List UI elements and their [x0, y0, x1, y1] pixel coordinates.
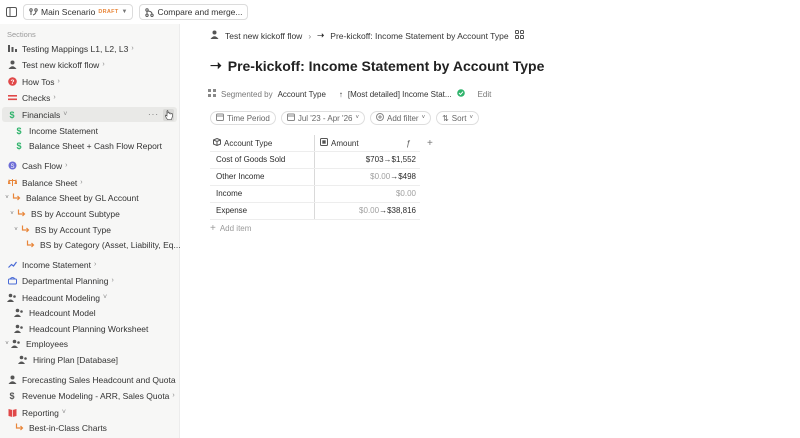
sidebar-toggle-icon[interactable]	[6, 6, 17, 18]
arrow-right-icon: ➝	[210, 57, 222, 73]
sidebar-item-label: Income Statement	[29, 125, 98, 136]
grid-icon[interactable]	[515, 30, 524, 41]
people-icon	[11, 339, 21, 349]
department-icon	[7, 276, 17, 286]
chevron-down-icon: ˅	[61, 409, 66, 416]
add-column-icon[interactable]: +	[427, 137, 433, 149]
column-header-label: Account Type	[224, 138, 273, 148]
sidebar-item-label: Checks	[22, 92, 51, 103]
detail-level-label[interactable]: [Most detailed] Income Stat...	[347, 89, 452, 99]
sidebar-item-test-kickoff[interactable]	[0, 57, 180, 72]
sidebar-item-label: Balance Sheet	[22, 177, 78, 188]
formula-icon[interactable]: ƒ	[406, 138, 411, 148]
sidebar-item-label: Headcount Planning Worksheet	[29, 323, 149, 334]
chevron-right-icon: ›	[102, 61, 105, 68]
sidebar-item-bs-by-subtype[interactable]	[0, 206, 180, 221]
sidebar-item-testing-mappings[interactable]	[0, 41, 180, 56]
sidebar-item-bs-by-type[interactable]	[0, 222, 180, 237]
column-header-label: Amount	[331, 138, 359, 148]
arrow-right-icon: →	[383, 155, 392, 164]
merge-icon	[145, 8, 154, 17]
calendar-icon	[216, 113, 224, 123]
add-item-label: Add item	[219, 224, 252, 233]
subitem-arrow-icon	[11, 193, 21, 203]
sidebar-item-label: Employees	[26, 338, 69, 349]
column-header-amount[interactable]	[320, 135, 420, 151]
sidebar-item-best-charts[interactable]	[0, 420, 180, 435]
number-column-icon	[320, 138, 328, 148]
amount-to: $1,552	[391, 155, 416, 164]
page-title-text: Pre-kickoff: Income Statement by Account Type	[227, 57, 545, 74]
people-icon	[14, 308, 24, 318]
arrow-right-icon: ➝	[317, 30, 325, 40]
people-icon	[14, 324, 24, 334]
chevron-down-icon: ˅	[102, 294, 108, 301]
sidebar-item-income-statement-section[interactable]	[0, 257, 180, 272]
calendar-icon	[287, 113, 295, 123]
table-row-label[interactable]: Cost of Goods Sold	[216, 155, 286, 164]
chevron-right-icon: ›	[53, 94, 56, 101]
filter-plus-icon	[376, 113, 384, 123]
breadcrumb-current[interactable]: Pre-kickoff: Income Statement by Account Type	[330, 30, 509, 41]
dollar-icon: $	[16, 140, 22, 151]
sidebar-item-label: Testing Mappings L1, L2, L3	[22, 43, 129, 54]
sort-button[interactable]	[436, 111, 479, 125]
chevron-down-icon: ˅	[469, 115, 473, 121]
sidebar	[0, 24, 180, 438]
branch-icon	[29, 8, 38, 17]
sidebar-item-revenue-modeling[interactable]	[0, 388, 180, 403]
dollar-icon: $	[16, 125, 22, 136]
table-row-label[interactable]: Other Income	[216, 172, 265, 181]
sidebar-item-balance-sheet[interactable]	[0, 175, 180, 190]
sort-label: Sort	[451, 113, 467, 123]
chevron-down-icon[interactable]: ˅	[14, 226, 18, 233]
add-item-button[interactable]	[210, 223, 251, 234]
sidebar-item-label: Headcount Model	[29, 307, 96, 318]
people-icon	[18, 355, 28, 365]
balance-icon	[7, 178, 17, 188]
sidebar-item-departmental-planning[interactable]	[0, 273, 180, 288]
chevron-right-icon: ›	[93, 261, 97, 268]
table-row-amount[interactable]	[320, 151, 416, 168]
chevron-right-icon: ›	[65, 162, 68, 169]
arrow-up-icon: ↑	[338, 89, 343, 99]
sidebar-item-how-tos[interactable]	[0, 74, 180, 89]
hierarchy-icon	[7, 44, 17, 54]
breadcrumb-parent[interactable]: Test new kickoff flow	[225, 30, 303, 41]
trend-icon	[7, 260, 17, 270]
column-divider	[314, 135, 315, 219]
segmented-by-label: Segmented by	[221, 89, 273, 99]
check-circle-icon	[457, 89, 465, 99]
sidebar-item-label: Forecasting Sales Headcount and Quota	[22, 374, 176, 385]
amount-to: $38,816	[387, 206, 416, 215]
scenario-selector[interactable]	[23, 4, 133, 20]
amount-from: $703	[365, 155, 384, 164]
top-bar	[0, 0, 243, 24]
sidebar-item-income-statement[interactable]	[0, 123, 180, 138]
chevron-down-icon[interactable]: ˅	[10, 210, 14, 217]
segmented-by-value[interactable]: Account Type	[277, 89, 326, 99]
chevron-down-icon[interactable]: ˅	[5, 340, 9, 347]
hand-cursor-icon	[163, 109, 174, 121]
add-filter-label: Add filter	[386, 113, 419, 123]
sidebar-item-label: How Tos	[22, 76, 55, 87]
row-divider	[210, 219, 420, 220]
person-icon	[210, 30, 219, 41]
sidebar-item-headcount-model[interactable]	[0, 305, 180, 320]
chevron-down-icon: ▼	[121, 9, 128, 15]
sidebar-item-label: Income Statement	[22, 259, 91, 270]
cashflow-icon	[7, 161, 17, 171]
main-content	[181, 0, 800, 438]
segment-icon	[208, 89, 216, 99]
plus-icon: +	[210, 223, 216, 234]
compare-label: Compare and merge...	[157, 7, 243, 17]
sidebar-item-label: Best-in-Class Charts	[29, 422, 107, 433]
sort-icon: ⇅	[442, 113, 449, 123]
sidebar-item-label: Hiring Plan [Database]	[33, 354, 119, 365]
scenario-label: Main Scenario	[41, 7, 96, 17]
add-filter-button[interactable]	[370, 111, 431, 125]
people-icon	[7, 293, 17, 303]
chevron-down-icon[interactable]: ˅	[5, 194, 9, 201]
chevron-down-icon: ˅	[355, 115, 359, 121]
sidebar-item-label: Departmental Planning	[22, 275, 109, 286]
subitem-arrow-icon	[20, 225, 30, 235]
sidebar-item-label: BS by Account Type	[35, 224, 111, 235]
sidebar-item-financials[interactable]	[2, 107, 177, 122]
table-row-label[interactable]: Income	[216, 189, 243, 198]
column-header-account-type[interactable]	[213, 135, 313, 151]
sidebar-item-forecasting-sales[interactable]	[0, 372, 180, 387]
sidebar-item-bs-by-gl[interactable]	[0, 190, 180, 205]
chevron-down-icon: ˅	[421, 115, 426, 121]
time-period-label: Time Period	[227, 113, 270, 123]
time-period-filter[interactable]	[210, 111, 276, 125]
sidebar-item-label: Reporting	[22, 407, 59, 418]
table-row-amount[interactable]	[320, 185, 416, 202]
arrow-right-icon: →	[390, 172, 399, 181]
amount-to: $0.00	[395, 189, 416, 198]
sidebar-item-label: BS by Category (Asset, Liability, Eq...	[40, 239, 181, 250]
svg-text:?: ?	[10, 79, 14, 86]
date-range-filter[interactable]	[281, 111, 365, 125]
chevron-right-icon: ›	[131, 45, 134, 52]
svg-text:S: S	[9, 163, 15, 170]
segmentation-bar	[208, 89, 491, 99]
sidebar-item-hiring-plan[interactable]	[0, 352, 180, 367]
subitem-arrow-icon	[25, 240, 35, 250]
amount-from: $0.00	[359, 206, 380, 215]
breadcrumb-separator: ›	[308, 30, 312, 41]
sidebar-item-label: Headcount Modeling	[22, 292, 100, 303]
sidebar-item-label: Revenue Modeling - ARR, Sales Quota	[22, 390, 170, 401]
breadcrumb	[210, 30, 524, 41]
sidebar-item-reporting[interactable]	[0, 405, 180, 420]
sidebar-item-employees[interactable]	[0, 336, 180, 351]
more-options-icon[interactable]: ···	[148, 110, 159, 119]
reporting-icon	[7, 408, 17, 418]
sidebar-item-label: Financials	[22, 109, 61, 120]
chevron-right-icon: ›	[80, 179, 83, 186]
sidebar-item-label: Balance Sheet + Cash Flow Report	[29, 140, 163, 151]
chevron-down-icon: ˅	[63, 111, 68, 118]
sidebar-item-cash-flow[interactable]	[0, 158, 180, 173]
sidebar-item-label: BS by Account Subtype	[31, 208, 120, 219]
sidebar-item-headcount-modeling[interactable]	[0, 290, 180, 305]
edit-link[interactable]: Edit	[477, 89, 492, 99]
amount-from: $0.00	[370, 172, 391, 181]
chevron-right-icon: ›	[57, 78, 60, 85]
sidebar-item-checks[interactable]	[0, 90, 180, 105]
draft-badge: DRAFT	[98, 9, 119, 15]
sidebar-item-headcount-worksheet[interactable]	[0, 321, 180, 336]
dollar-icon: $	[9, 109, 15, 120]
table-row-amount[interactable]	[320, 202, 416, 219]
amount-to: $498	[398, 172, 416, 181]
sidebar-item-label: Test new kickoff flow	[22, 59, 100, 70]
date-range-label: Jul '23 - Apr '26	[297, 113, 353, 123]
help-icon	[7, 77, 17, 87]
subitem-arrow-icon	[16, 209, 26, 219]
sidebar-item-balance-cashflow-report[interactable]	[0, 138, 180, 153]
sidebar-item-label: Cash Flow	[22, 160, 63, 171]
sidebar-item-label: Balance Sheet by GL Account	[26, 192, 139, 203]
dollar-icon: $	[9, 390, 15, 401]
subitem-arrow-icon	[14, 423, 24, 433]
sections-heading: Sections	[7, 30, 36, 39]
sidebar-item-bs-by-category[interactable]	[0, 237, 180, 252]
cube-icon	[213, 138, 221, 148]
table-row-amount[interactable]	[320, 168, 416, 185]
person-icon	[7, 375, 17, 385]
page-title	[210, 57, 544, 74]
chevron-right-icon: ›	[172, 392, 175, 399]
table-row-label[interactable]: Expense	[216, 206, 248, 215]
arrow-right-icon: →	[379, 206, 388, 215]
checks-icon	[7, 93, 17, 103]
person-icon	[7, 60, 17, 70]
filter-bar	[210, 111, 479, 125]
chevron-right-icon: ›	[111, 277, 114, 284]
